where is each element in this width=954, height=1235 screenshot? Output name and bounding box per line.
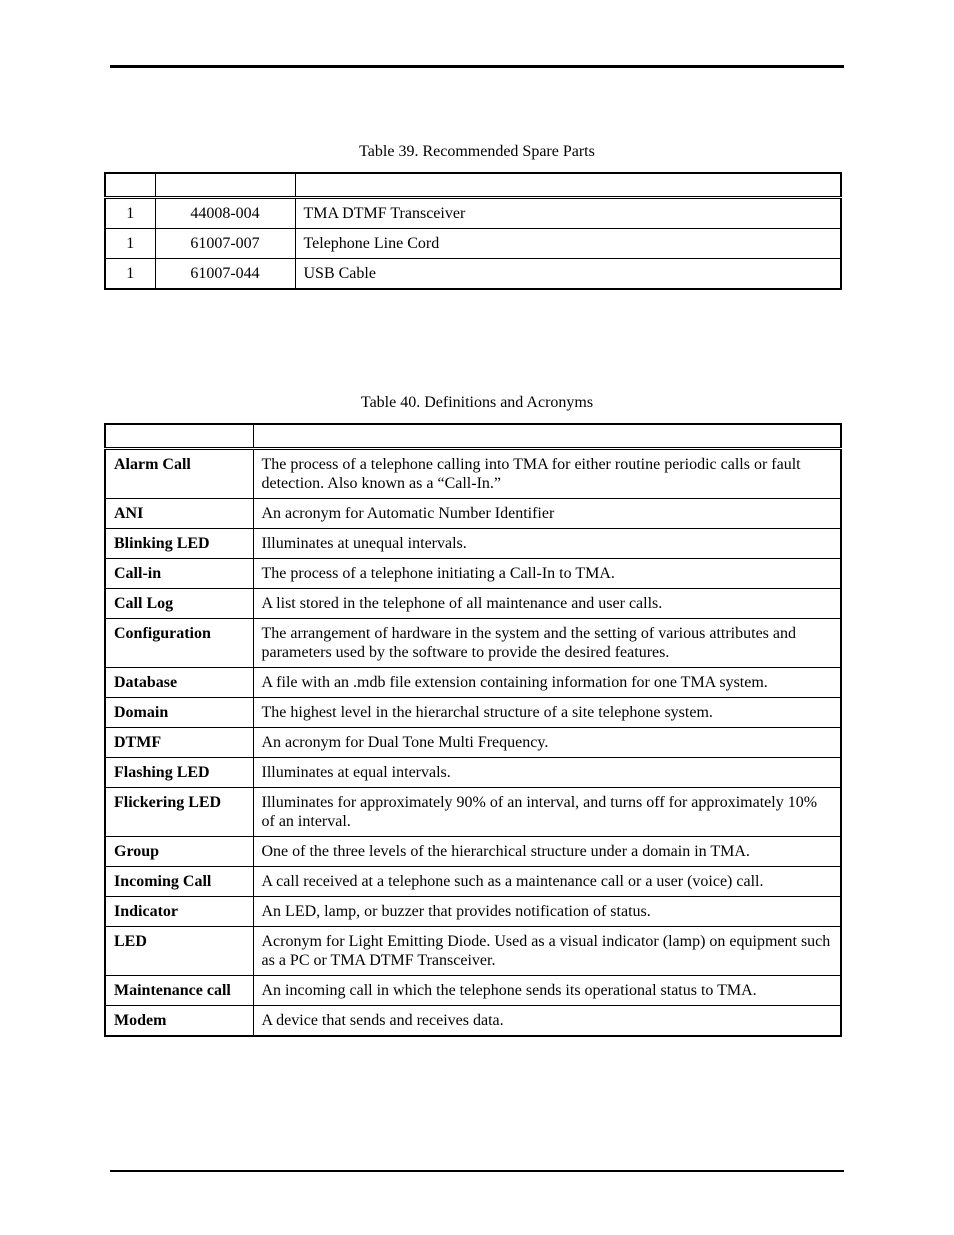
- bottom-rule: [110, 1170, 844, 1172]
- term-cell: Blinking LED: [105, 529, 253, 559]
- term-cell: Modem: [105, 1006, 253, 1037]
- term-cell: Flashing LED: [105, 758, 253, 788]
- table-row: [105, 976, 841, 1006]
- description-cell: Telephone Line Cord: [295, 229, 841, 259]
- definition-cell: Illuminates for approximately 90% of an interval, and turns off for approximately 10% of an interval.: [253, 788, 841, 837]
- table-row: [105, 499, 841, 529]
- term-cell: DTMF: [105, 728, 253, 758]
- definition-cell: An incoming call in which the telephone sends its operational status to TMA.: [253, 976, 841, 1006]
- top-rule: [110, 65, 844, 68]
- qty-cell: 1: [105, 229, 155, 259]
- table-row: [105, 867, 841, 897]
- definition-cell: A file with an .mdb file extension containing information for one TMA system.: [253, 668, 841, 698]
- definition-cell: A call received at a telephone such as a maintenance call or a user (voice) call.: [253, 867, 841, 897]
- definition-cell: One of the three levels of the hierarchical structure under a domain in TMA.: [253, 837, 841, 867]
- term-cell: ANI: [105, 499, 253, 529]
- term-cell: Alarm Call: [105, 449, 253, 499]
- table-row: [105, 198, 841, 229]
- definition-cell: Illuminates at equal intervals.: [253, 758, 841, 788]
- term-cell: Flickering LED: [105, 788, 253, 837]
- term-cell: Incoming Call: [105, 867, 253, 897]
- table-row: [105, 529, 841, 559]
- definition-cell: The process of a telephone calling into TMA for either routine periodic calls or fault detection. Also known as a “Call-In.”: [253, 449, 841, 499]
- table-header-row: [105, 173, 841, 198]
- table-row: [105, 589, 841, 619]
- header-cell-part: [155, 173, 295, 198]
- definition-cell: An acronym for Dual Tone Multi Frequency.: [253, 728, 841, 758]
- term-cell: Indicator: [105, 897, 253, 927]
- term-cell: Database: [105, 668, 253, 698]
- definition-cell: A list stored in the telephone of all maintenance and user calls.: [253, 589, 841, 619]
- header-cell-term: [105, 424, 253, 449]
- definitions-table: [104, 423, 842, 1037]
- table-row: [105, 449, 841, 499]
- table-row: [105, 788, 841, 837]
- part-number-cell: 44008-004: [155, 198, 295, 229]
- table-row: [105, 897, 841, 927]
- header-cell-definition: [253, 424, 841, 449]
- part-number-cell: 61007-007: [155, 229, 295, 259]
- definition-cell: The arrangement of hardware in the system and the setting of various attributes and parameters used by the software to provide the desired features.: [253, 619, 841, 668]
- header-cell-description: [295, 173, 841, 198]
- term-cell: Call Log: [105, 589, 253, 619]
- definitions-caption: Table 40. Definitions and Acronyms: [360, 394, 594, 411]
- definition-cell: An LED, lamp, or buzzer that provides notification of status.: [253, 897, 841, 927]
- table-row: [105, 728, 841, 758]
- header-cell-qty: [105, 173, 155, 198]
- description-cell: USB Cable: [295, 259, 841, 290]
- term-cell: Configuration: [105, 619, 253, 668]
- table-row: [105, 229, 841, 259]
- definition-cell: The process of a telephone initiating a Call-In to TMA.: [253, 559, 841, 589]
- term-cell: Domain: [105, 698, 253, 728]
- term-cell: LED: [105, 927, 253, 976]
- qty-cell: 1: [105, 259, 155, 290]
- definition-cell: An acronym for Automatic Number Identifier: [253, 499, 841, 529]
- table-row: [105, 619, 841, 668]
- qty-cell: 1: [105, 198, 155, 229]
- description-cell: TMA DTMF Transceiver: [295, 198, 841, 229]
- table-row: [105, 668, 841, 698]
- term-cell: Maintenance call: [105, 976, 253, 1006]
- table-row: [105, 1006, 841, 1037]
- part-number-cell: 61007-044: [155, 259, 295, 290]
- table-row: [105, 698, 841, 728]
- definition-cell: A device that sends and receives data.: [253, 1006, 841, 1037]
- definition-cell: The highest level in the hierarchal structure of a site telephone system.: [253, 698, 841, 728]
- table-row: [105, 758, 841, 788]
- term-cell: Call-in: [105, 559, 253, 589]
- table-row: [105, 927, 841, 976]
- table-row: [105, 559, 841, 589]
- definition-cell: Illuminates at unequal intervals.: [253, 529, 841, 559]
- spare-parts-table: [104, 172, 842, 290]
- spare-parts-caption: Table 39. Recommended Spare Parts: [359, 143, 595, 160]
- table-row: [105, 837, 841, 867]
- term-cell: Group: [105, 837, 253, 867]
- table-header-row: [105, 424, 841, 449]
- table-row: [105, 259, 841, 290]
- definition-cell: Acronym for Light Emitting Diode. Used as a visual indicator (lamp) on equipment such as a PC or TMA DTMF Transceiver.: [253, 927, 841, 976]
